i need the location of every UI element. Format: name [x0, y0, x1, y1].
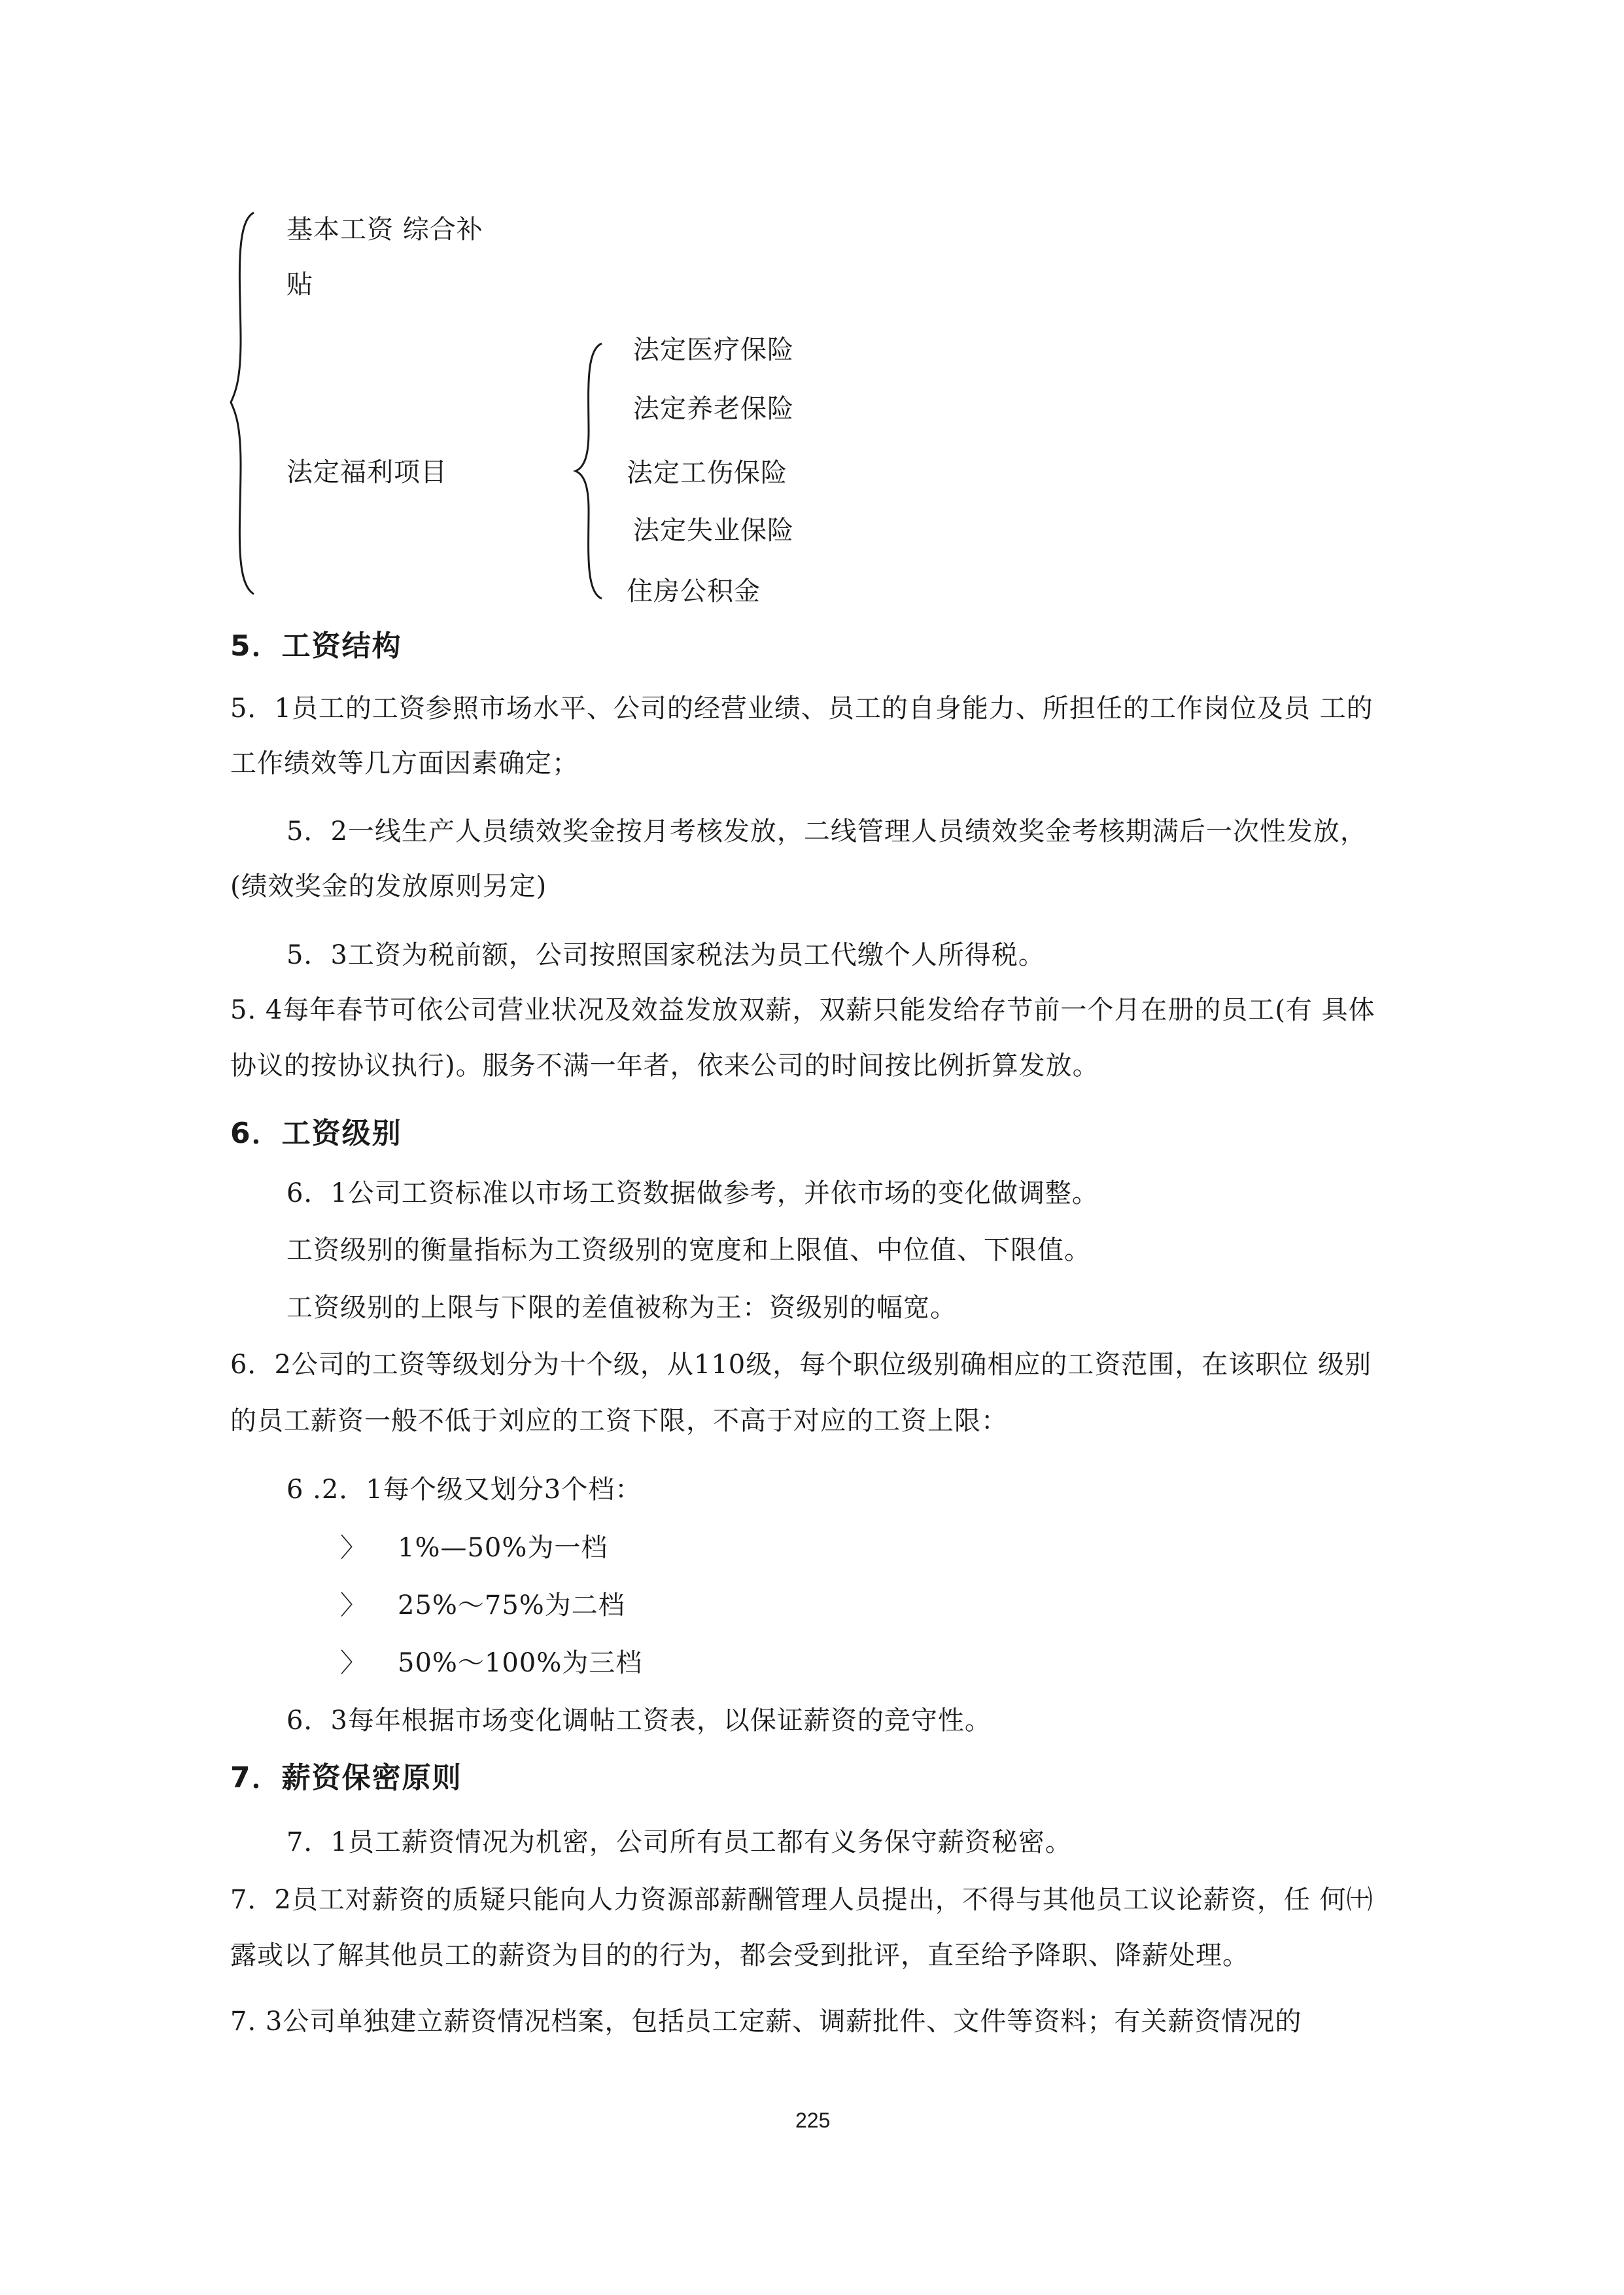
basic-pay-label-cont: 贴: [286, 270, 313, 300]
tier-item: 1%—50%为一档: [398, 1533, 608, 1563]
paragraph: 工作绩效等几方面因素确定；: [230, 748, 579, 779]
paragraph: 协议的按协议执行)。服务不满一年者，依来公司的时间按比例折算发放。: [230, 1051, 1099, 1081]
statutory-benefits-label: 法定福利项目: [286, 457, 447, 487]
tier-item: 25%～75%为二档: [398, 1590, 625, 1621]
paragraph: 6．1公司工资标准以市场工资数据做参考，并依市场的变化做调整。: [286, 1178, 1099, 1208]
paragraph: 5．1员工的工资参照市场水平、公司的经营业绩、员工的自身能力、所担任的工作岗位及员 工的: [230, 693, 1373, 724]
tier-item: 50%～100%为三档: [398, 1648, 643, 1678]
paragraph: (绩效奖金的发放原则另定): [230, 871, 547, 902]
paragraph: 7．1员工薪资情况为机密，公司所有员工都有义务保守薪资秘密。: [286, 1827, 1072, 1857]
paragraph: 5．2一线生产人员绩效奖金按月考核发放，二线管理人员绩效奖金考核期满后一次性发放，: [286, 816, 1367, 847]
paragraph: 6 .2．1每个级又划分3个档：: [286, 1475, 642, 1505]
paragraph: 5. 4每年春节可依公司营业状况及效益发放双薪，双薪只能发给存节前一个月在册的员工(有 具体: [230, 995, 1375, 1025]
tier-bullet: 〉: [340, 1590, 367, 1621]
paragraph: 的员工薪资一般不低于刘应的工资下限，不高于对应的工资上限：: [230, 1406, 1008, 1436]
section-heading-7: 7．薪资保密原则: [230, 1761, 462, 1795]
basic-pay-label: 基本工资 综合补: [286, 215, 483, 245]
small-brace: [569, 340, 608, 602]
benefit-item: 法定医疗保险: [633, 335, 794, 365]
paragraph: 5．3工资为税前额，公司按照国家税法为员工代缴个人所得税。: [286, 940, 1045, 970]
section-heading-5: 5．工资结构: [230, 629, 402, 663]
benefit-item: 法定失业保险: [633, 516, 794, 546]
page-number: 225: [795, 2109, 831, 2132]
paragraph: 露或以了解其他员工的薪资为目的的行为，都会受到批评，直至给予降职、降薪处理。: [230, 1940, 1249, 1971]
benefit-item: 住房公积金: [627, 576, 761, 606]
paragraph: 7．2员工对薪资的质疑只能向人力资源部薪酬管理人员提出，不得与其他员工议论薪资，任 何㈩: [230, 1885, 1373, 1915]
tier-bullet: 〉: [340, 1533, 367, 1563]
benefit-item: 法定养老保险: [633, 394, 794, 424]
tier-bullet: 〉: [340, 1648, 367, 1678]
paragraph: 7. 3公司单独建立薪资情况档案，包括员工定薪、调薪批件、文件等资料；有关薪资情况的: [230, 2006, 1302, 2037]
paragraph: 6．3每年根据市场变化调帖工资表，以保证薪资的竞守性。: [286, 1706, 992, 1736]
big-brace: [229, 209, 268, 602]
paragraph: 6．2公司的工资等级划分为十个级，从110级，每个职位级别确相应的工资范围，在该职位 级别: [230, 1350, 1372, 1380]
benefit-item: 法定工伤保险: [627, 458, 787, 488]
paragraph: 工资级别的上限与下限的差值被称为王：资级别的幅宽。: [286, 1293, 957, 1323]
section-heading-6: 6．工资级别: [230, 1117, 402, 1150]
paragraph: 工资级别的衡量指标为工资级别的宽度和上限值、中位值、下限值。: [286, 1235, 1091, 1265]
